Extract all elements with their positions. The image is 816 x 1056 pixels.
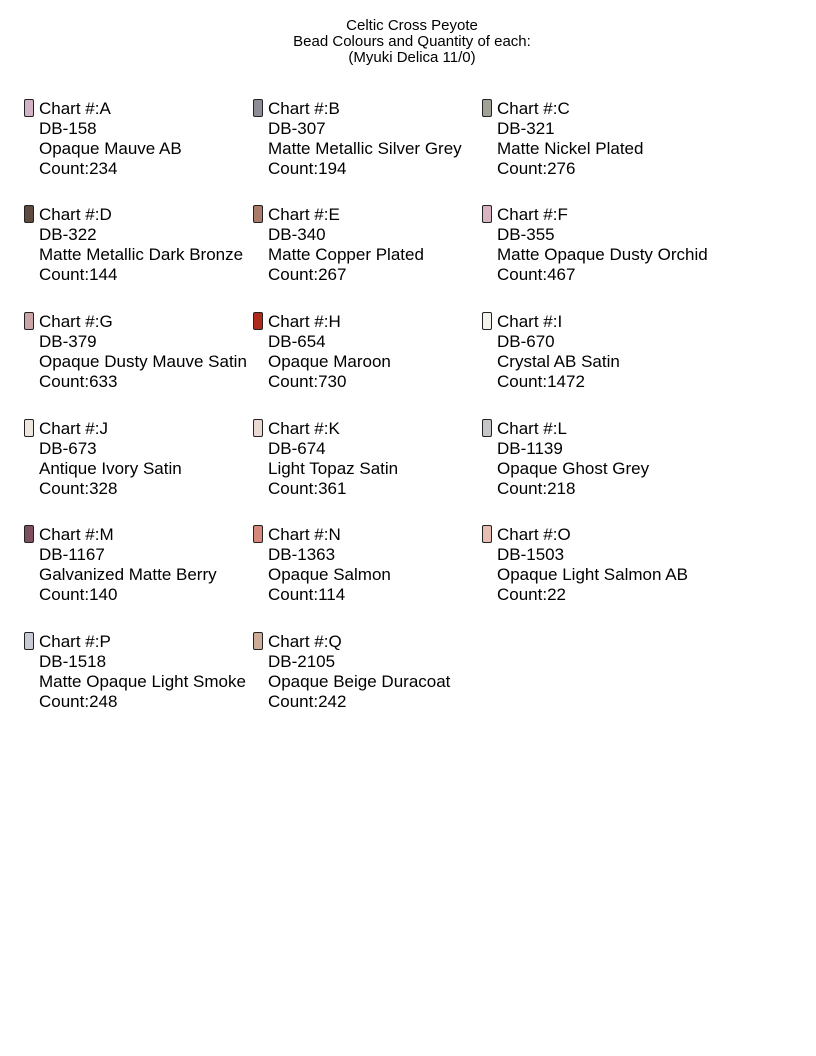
bead-code: DB-670 xyxy=(497,332,555,351)
bead-chart-label: Chart #:P xyxy=(39,632,111,651)
bead-chart-label: Chart #:J xyxy=(39,419,108,438)
bead-name: Opaque Beige Duracoat xyxy=(268,672,451,691)
bead-count: Count:267 xyxy=(268,265,347,284)
bead-chart-label: Chart #:L xyxy=(497,419,567,438)
bead-count: Count:328 xyxy=(39,479,118,498)
bead-code: DB-1363 xyxy=(268,545,336,564)
bead-entry xyxy=(253,525,478,605)
bead-count: Count:276 xyxy=(497,159,576,178)
bead-name: Matte Opaque Light Smoke xyxy=(39,672,246,691)
page-header xyxy=(0,18,816,66)
bead-code: DB-673 xyxy=(39,439,97,458)
bead-color-swatch xyxy=(253,419,263,437)
bead-entry xyxy=(24,632,249,712)
bead-chart-label: Chart #:Q xyxy=(268,632,342,651)
bead-name: Matte Opaque Dusty Orchid xyxy=(497,245,708,264)
bead-code: DB-1518 xyxy=(39,652,107,671)
bead-chart-label: Chart #:G xyxy=(39,312,113,331)
bead-count: Count:140 xyxy=(39,585,118,604)
bead-color-swatch xyxy=(482,205,492,223)
bead-color-swatch xyxy=(253,99,263,117)
bead-color-swatch xyxy=(24,312,34,330)
bead-entry xyxy=(482,312,707,392)
bead-color-swatch xyxy=(482,312,492,330)
bead-color-swatch xyxy=(24,525,34,543)
bead-count: Count:361 xyxy=(268,479,347,498)
bead-entry xyxy=(24,99,249,179)
bead-code: DB-355 xyxy=(497,225,555,244)
bead-name: Opaque Mauve AB xyxy=(39,139,182,158)
page-title: Celtic Cross Peyote xyxy=(346,17,478,34)
page-subtitle: Bead Colours and Quantity of each: xyxy=(293,33,531,50)
bead-count: Count:22 xyxy=(497,585,566,604)
bead-code: DB-158 xyxy=(39,119,97,138)
bead-color-swatch xyxy=(482,525,492,543)
bead-chart-label: Chart #:F xyxy=(497,205,568,224)
bead-code: DB-1167 xyxy=(39,545,105,564)
bead-count: Count:114 xyxy=(268,585,346,604)
bead-chart-label: Chart #:H xyxy=(268,312,341,331)
bead-entry xyxy=(482,205,707,285)
bead-entry xyxy=(482,99,707,179)
bead-color-swatch xyxy=(253,525,263,543)
bead-name: Light Topaz Satin xyxy=(268,459,399,478)
bead-name: Opaque Light Salmon AB xyxy=(497,565,688,584)
bead-entry xyxy=(253,632,478,712)
bead-code: DB-322 xyxy=(39,225,97,244)
bead-chart-label: Chart #:E xyxy=(268,205,340,224)
bead-color-swatch xyxy=(253,205,263,223)
bead-code: DB-1503 xyxy=(497,545,565,564)
bead-code: DB-321 xyxy=(497,119,555,138)
bead-chart-label: Chart #:B xyxy=(268,99,340,118)
bead-entry xyxy=(253,419,478,499)
bead-chart-label: Chart #:C xyxy=(497,99,570,118)
bead-chart-label: Chart #:M xyxy=(39,525,114,544)
bead-code: DB-674 xyxy=(268,439,326,458)
bead-code: DB-340 xyxy=(268,225,326,244)
bead-count: Count:218 xyxy=(497,479,576,498)
bead-name: Matte Metallic Dark Bronze xyxy=(39,245,244,264)
bead-code: DB-654 xyxy=(268,332,326,351)
bead-count: Count:194 xyxy=(268,159,347,178)
bead-color-swatch xyxy=(24,99,34,117)
bead-name: Opaque Dusty Mauve Satin xyxy=(39,352,247,371)
bead-chart-label: Chart #:O xyxy=(497,525,571,544)
bead-name: Galvanized Matte Berry xyxy=(39,565,217,584)
bead-entry xyxy=(24,205,249,285)
bead-name: Opaque Salmon xyxy=(268,565,391,584)
bead-code: DB-307 xyxy=(268,119,326,138)
bead-count: Count:467 xyxy=(497,265,576,284)
bead-name: Antique Ivory Satin xyxy=(39,459,182,478)
bead-chart-label: Chart #:D xyxy=(39,205,112,224)
bead-entry xyxy=(482,525,707,605)
bead-color-swatch xyxy=(24,632,34,650)
bead-code: DB-1139 xyxy=(497,439,563,458)
bead-name: Opaque Maroon xyxy=(268,352,391,371)
bead-entry xyxy=(24,419,249,499)
bead-color-swatch xyxy=(482,99,492,117)
bead-name: Matte Nickel Plated xyxy=(497,139,644,158)
bead-count: Count:633 xyxy=(39,372,118,391)
bead-entry xyxy=(24,525,249,605)
bead-code: DB-379 xyxy=(39,332,97,351)
bead-name: Opaque Ghost Grey xyxy=(497,459,650,478)
bead-color-swatch xyxy=(24,419,34,437)
bead-color-swatch xyxy=(24,205,34,223)
bead-count: Count:730 xyxy=(268,372,347,391)
bead-name: Matte Metallic Silver Grey xyxy=(268,139,462,158)
bead-count: Count:242 xyxy=(268,692,347,711)
bead-chart-label: Chart #:I xyxy=(497,312,563,331)
bead-chart-label: Chart #:A xyxy=(39,99,111,118)
bead-count: Count:234 xyxy=(39,159,118,178)
bead-type-note: (Myuki Delica 11/0) xyxy=(348,49,476,66)
bead-count: Count:248 xyxy=(39,692,118,711)
bead-code: DB-2105 xyxy=(268,652,336,671)
bead-count: Count:144 xyxy=(39,265,118,284)
bead-entry xyxy=(24,312,249,392)
bead-entry xyxy=(253,205,478,285)
bead-entry xyxy=(253,99,478,179)
bead-color-swatch xyxy=(482,419,492,437)
bead-name: Matte Copper Plated xyxy=(268,245,424,264)
bead-color-swatch xyxy=(253,312,263,330)
bead-name: Crystal AB Satin xyxy=(497,352,620,371)
bead-chart-label: Chart #:K xyxy=(268,419,340,438)
bead-color-swatch xyxy=(253,632,263,650)
bead-entry xyxy=(253,312,478,392)
bead-chart-label: Chart #:N xyxy=(268,525,341,544)
bead-count: Count:1472 xyxy=(497,372,585,391)
bead-entry xyxy=(482,419,707,499)
